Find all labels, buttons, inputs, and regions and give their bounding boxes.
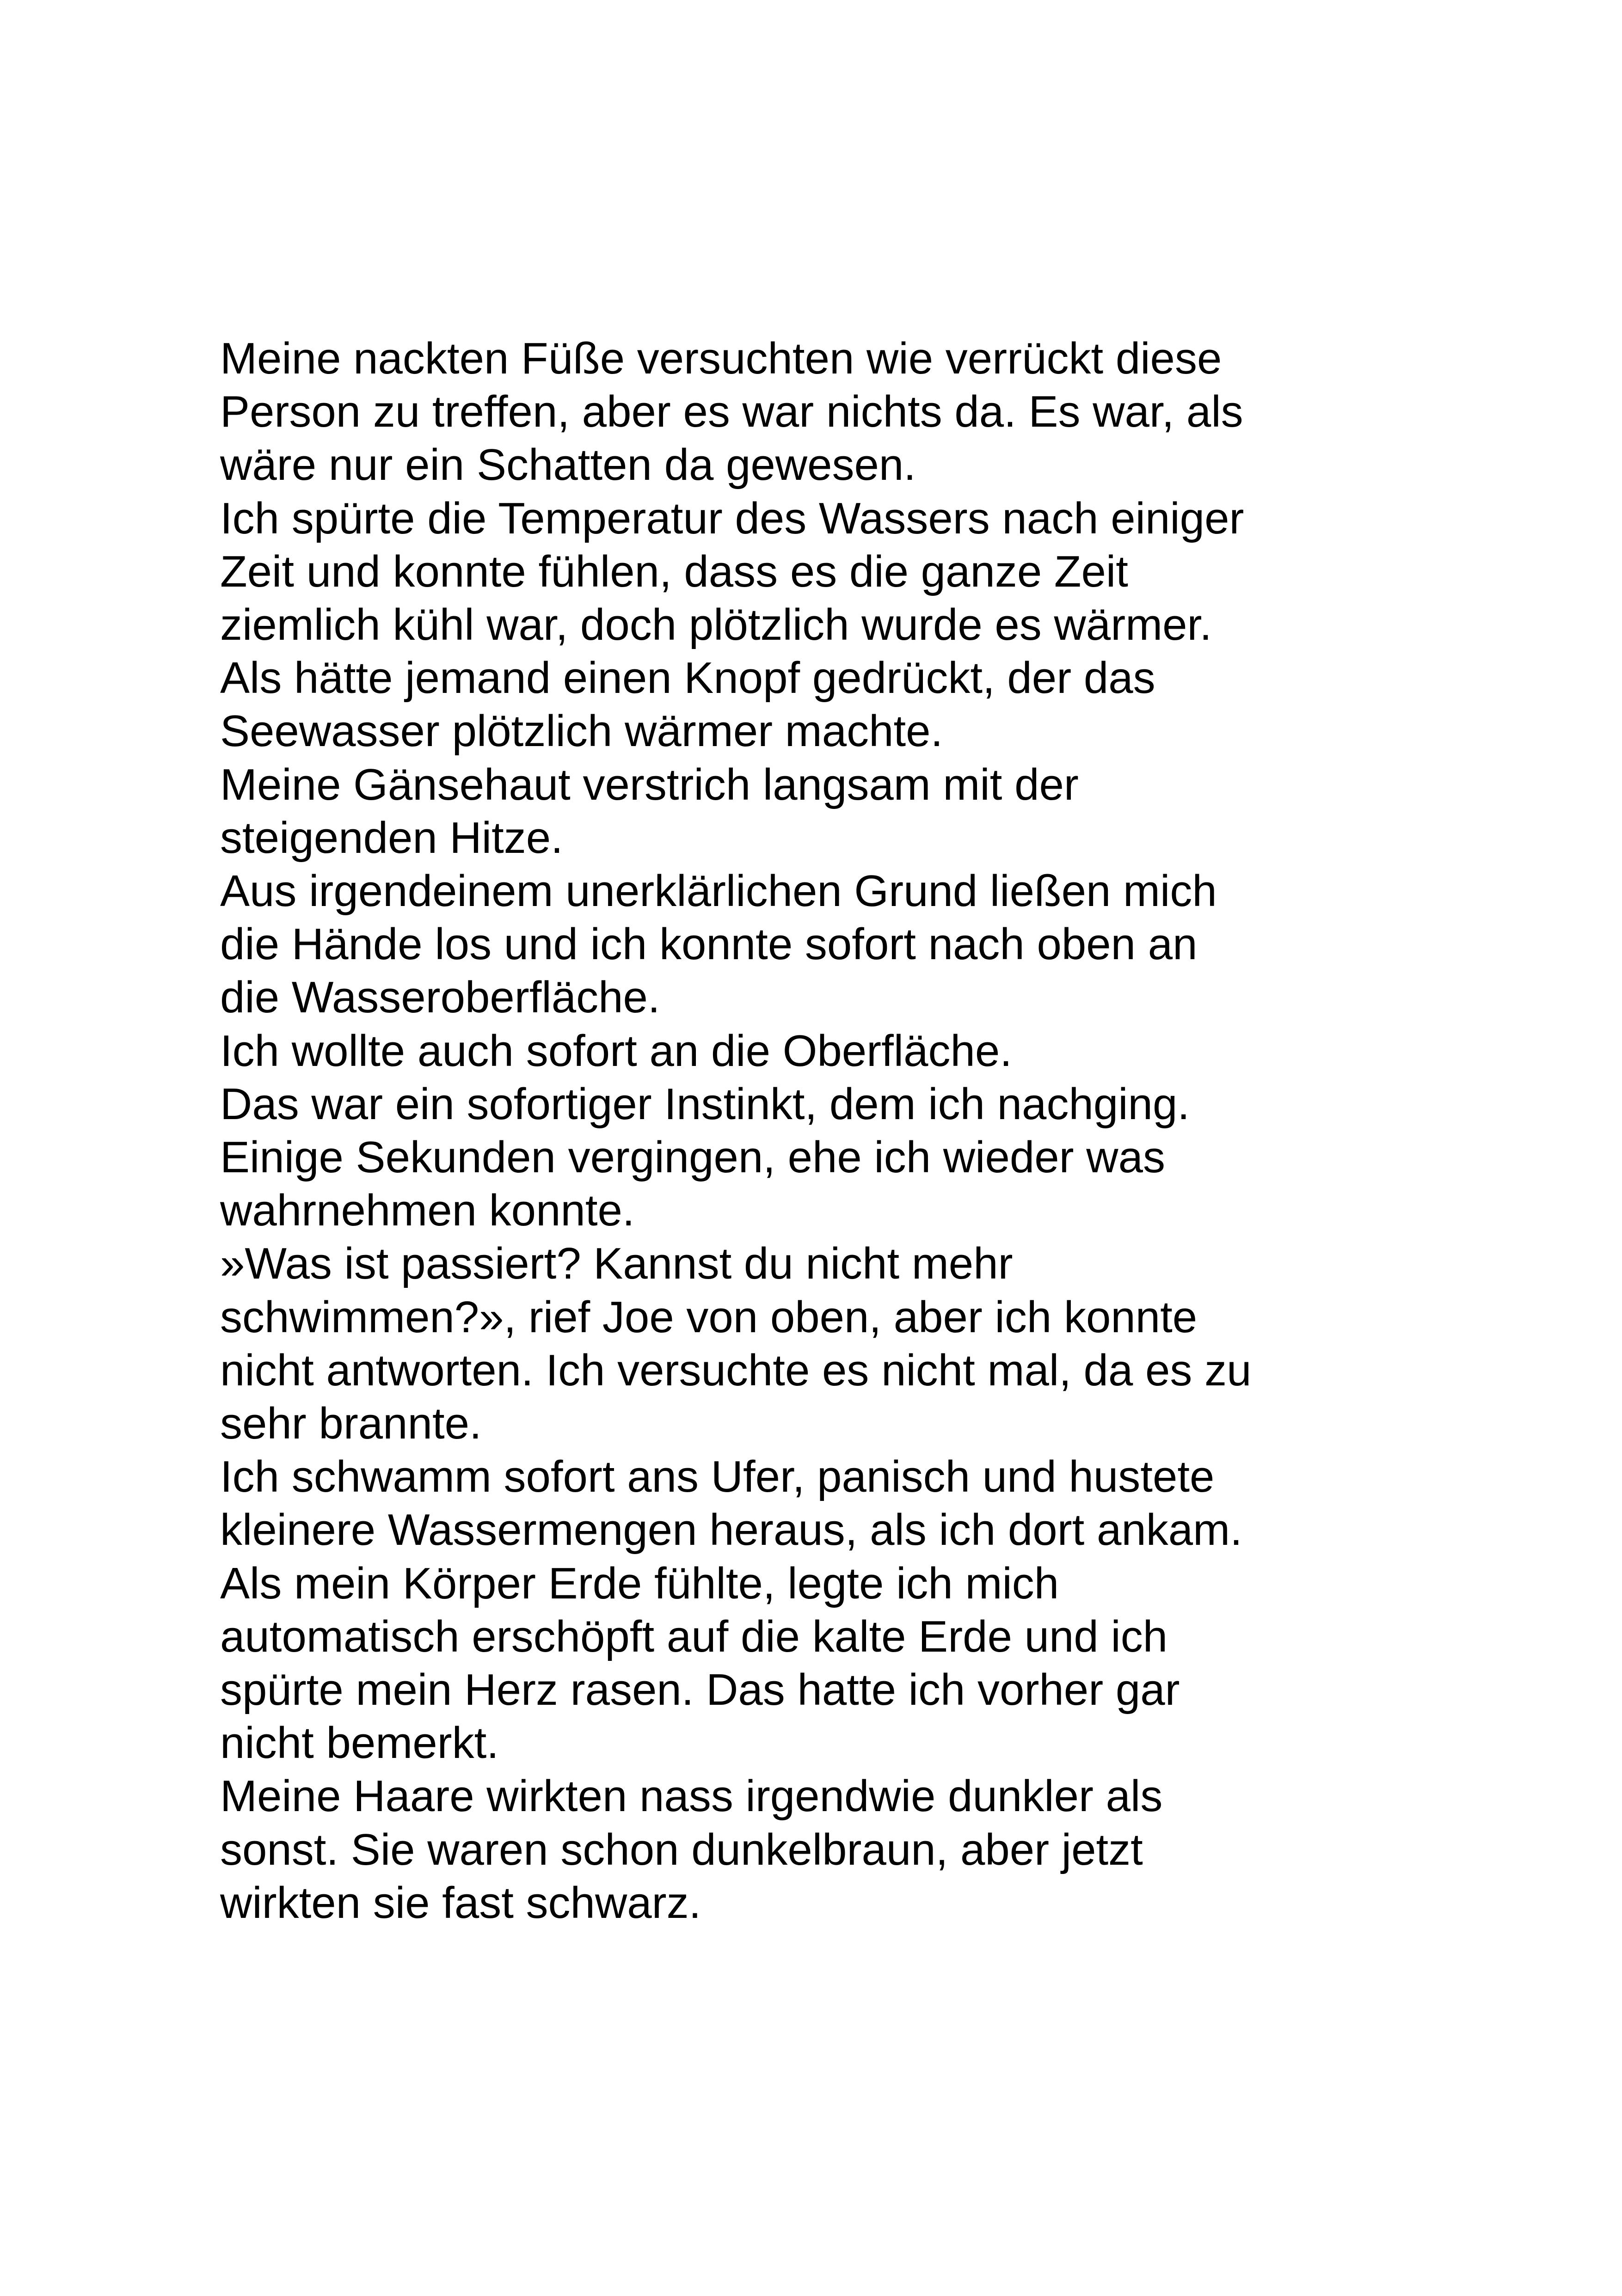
text-line: spürte mein Herz rasen. Das hatte ich vorher gar: [220, 1665, 1180, 1715]
text-line: Seewasser plötzlich wärmer machte.: [220, 706, 943, 756]
text-line: nicht bemerkt.: [220, 1718, 499, 1768]
text-line: Ich wollte auch sofort an die Oberfläche.: [220, 1026, 1012, 1076]
text-line: Ich spürte die Temperatur des Wassers nach einiger: [220, 493, 1244, 543]
text-line: Aus irgendeinem unerklärlichen Grund ließen mich: [220, 866, 1217, 916]
text-line: schwimmen?», rief Joe von oben, aber ich konnte: [220, 1292, 1198, 1342]
text-line: Als mein Körper Erde fühlte, legte ich mich: [220, 1558, 1059, 1608]
text-line: die Hände los und ich konnte sofort nach oben an: [220, 919, 1198, 969]
text-line: wäre nur ein Schatten da gewesen.: [220, 440, 916, 490]
text-line: Das war ein sofortiger Instinkt, dem ich nachging.: [220, 1079, 1190, 1129]
text-line: Person zu treffen, aber es war nichts da. Es war, als: [220, 387, 1243, 437]
text-line: automatisch erschöpft auf die kalte Erde und ich: [220, 1611, 1168, 1661]
text-line: ziemlich kühl war, doch plötzlich wurde es wärmer.: [220, 600, 1212, 650]
text-line: wahrnehmen konnte.: [220, 1186, 635, 1236]
text-line: nicht antworten. Ich versuchte es nicht mal, da es zu: [220, 1345, 1252, 1395]
text-line: sonst. Sie waren schon dunkelbraun, aber jetzt: [220, 1825, 1143, 1874]
text-line: »Was ist passiert? Kannst du nicht mehr: [220, 1239, 1013, 1289]
text-line: Meine Haare wirkten nass irgendwie dunkler als: [220, 1771, 1163, 1821]
text-line: Meine nackten Füße versuchten wie verrückt diese: [220, 334, 1222, 383]
text-line: Einige Sekunden vergingen, ehe ich wieder was: [220, 1133, 1165, 1182]
body-text: [220, 332, 1330, 1929]
text-line: steigenden Hitze.: [220, 813, 563, 863]
text-line: wirkten sie fast schwarz.: [220, 1878, 701, 1928]
text-line: die Wasseroberfläche.: [220, 973, 660, 1022]
text-line: Zeit und konnte fühlen, dass es die ganze Zeit: [220, 546, 1128, 596]
text-line: sehr brannte.: [220, 1399, 482, 1449]
text-line: Meine Gänsehaut verstrich langsam mit der: [220, 759, 1079, 809]
text-line: Als hätte jemand einen Knopf gedrückt, der das: [220, 653, 1155, 703]
text-line: kleinere Wassermengen heraus, als ich dort ankam.: [220, 1505, 1242, 1555]
text-line: Ich schwamm sofort ans Ufer, panisch und hustete: [220, 1452, 1215, 1502]
